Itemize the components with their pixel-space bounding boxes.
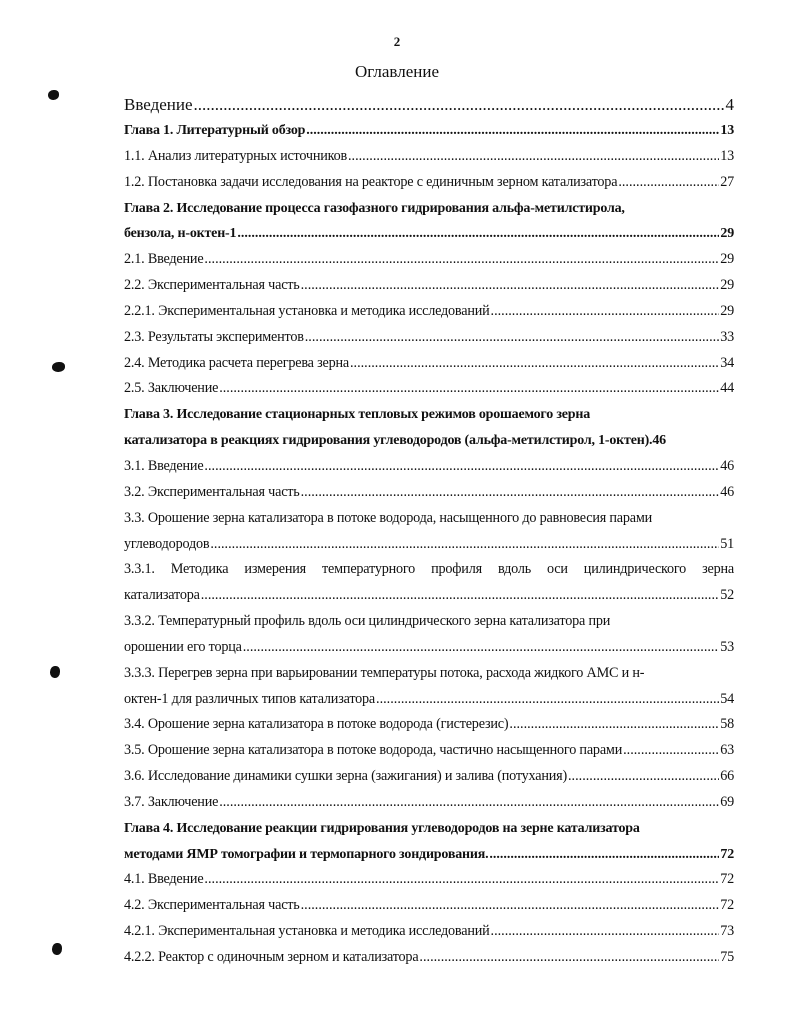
toc-entry-title: Введение xyxy=(124,95,193,114)
toc-entry[interactable] xyxy=(124,687,734,713)
toc-page-number: 13 xyxy=(720,147,734,164)
toc-entry-title: 3.3. Орошение зерна катализатора в потоке водорода, насыщенного до равновесия парами xyxy=(124,509,653,526)
toc-entry[interactable] xyxy=(124,170,734,196)
dot-leader xyxy=(301,480,720,506)
toc-page-number: 66 xyxy=(720,768,734,785)
dot-leader xyxy=(237,221,719,247)
toc-entry-title: 2.4. Методика расчета перегрева зерна xyxy=(124,354,349,371)
dot-leader xyxy=(491,919,720,945)
toc-entry-title: 1.1. Анализ литературных источников xyxy=(124,147,347,164)
toc-entry[interactable] xyxy=(124,402,734,428)
toc-entry-title: 2.1. Введение xyxy=(124,251,204,268)
toc-page-number: 29 xyxy=(720,226,734,242)
toc-page-number: 13 xyxy=(720,123,734,138)
scan-punch-mark xyxy=(48,90,59,100)
toc-page-number: 33 xyxy=(720,328,734,345)
toc-page-number: 52 xyxy=(720,587,734,604)
toc-entry[interactable] xyxy=(124,893,734,919)
dot-leader xyxy=(301,893,720,919)
toc-page-number: 4 xyxy=(725,95,734,114)
dot-leader xyxy=(489,842,719,868)
toc-entry-title: методами ЯМР томографии и термопарного зондирования. xyxy=(124,846,489,862)
dot-leader xyxy=(419,945,719,971)
toc-page-number: 29 xyxy=(720,251,734,268)
toc-entry-title: 3.5. Орошение зерна катализатора в потоке водорода, частично насыщенного парами xyxy=(124,742,623,759)
dot-leader xyxy=(219,376,719,402)
toc-entry-title: Глава 2. Исследование процесса газофазного гидрирования альфа-метилстирола, xyxy=(124,200,625,216)
toc-entry[interactable] xyxy=(124,91,734,118)
toc-page-number: 73 xyxy=(720,923,734,940)
toc-entry[interactable] xyxy=(124,532,734,558)
table-of-contents xyxy=(124,91,734,971)
dot-leader xyxy=(204,247,719,273)
toc-page-number: 53 xyxy=(720,638,734,655)
dot-leader xyxy=(348,144,719,170)
toc-entry[interactable] xyxy=(124,867,734,893)
toc-entry-title: углеводородов xyxy=(124,535,210,552)
toc-page-number: 54 xyxy=(720,690,734,707)
toc-entry-title: 3.1. Введение xyxy=(124,457,204,474)
toc-page-number: 75 xyxy=(720,949,734,965)
toc-entry-title: Глава 3. Исследование стационарных тепловых режимов орошаемого зерна xyxy=(124,407,591,423)
toc-entry-title: 2.3. Результаты экспериментов xyxy=(124,328,304,345)
toc-entry-title: 4.2.1. Экспериментальная установка и методика исследований xyxy=(124,923,490,940)
dot-leader xyxy=(301,273,720,299)
dot-leader xyxy=(201,583,719,609)
toc-entry[interactable] xyxy=(124,816,734,842)
toc-entry[interactable] xyxy=(124,557,734,583)
dot-leader xyxy=(623,738,719,764)
page-number: 2 xyxy=(393,34,401,49)
toc-entry[interactable] xyxy=(124,919,734,945)
toc-entry-title: бензола, н-октен-1 xyxy=(124,226,237,242)
toc-entry[interactable] xyxy=(124,790,734,816)
scan-punch-mark xyxy=(52,943,62,955)
dot-leader xyxy=(204,454,719,480)
toc-entry[interactable] xyxy=(124,221,734,247)
toc-title: Оглавление xyxy=(355,62,439,81)
toc-entry[interactable] xyxy=(124,842,734,868)
dot-leader xyxy=(376,687,719,713)
toc-entry[interactable] xyxy=(124,376,734,402)
toc-entry-title: орошении его торца xyxy=(124,638,242,655)
toc-entry[interactable] xyxy=(124,583,734,609)
toc-entry-title: 1.2. Постановка задачи исследования на реакторе с единичным зерном катализатора xyxy=(124,173,618,190)
dot-leader xyxy=(306,118,719,144)
dot-leader xyxy=(219,790,719,816)
toc-entry[interactable] xyxy=(124,661,734,687)
toc-entry[interactable] xyxy=(124,454,734,480)
toc-entry[interactable] xyxy=(124,299,734,325)
toc-entry-title: Глава 4. Исследование реакции гидрирования углеводородов на зерне катализатора xyxy=(124,820,640,836)
toc-entry-title: 4.2.2. Реактор с одиночным зерном и катализатора xyxy=(124,949,419,965)
toc-entry-title: октен-1 для различных типов катализатора xyxy=(124,690,376,707)
toc-entry[interactable] xyxy=(124,273,734,299)
toc-page-number: 63 xyxy=(720,742,734,759)
toc-page-number: 34 xyxy=(720,354,734,371)
toc-entry[interactable] xyxy=(124,480,734,506)
dot-leader xyxy=(618,170,719,196)
toc-page-number: 72 xyxy=(720,897,734,914)
toc-entry[interactable] xyxy=(124,325,734,351)
toc-entry[interactable] xyxy=(124,351,734,377)
toc-entry-title: 2.2.1. Экспериментальная установка и методика исследований xyxy=(124,302,490,319)
dot-leader xyxy=(243,635,719,661)
toc-entry-title: 3.6. Исследование динамики сушки зерна (зажигания) и залива (потухания) xyxy=(124,768,567,785)
toc-entry[interactable] xyxy=(124,945,734,971)
dot-leader xyxy=(350,351,719,377)
toc-entry-title: катализатора в реакциях гидрирования углеводородов (альфа-метилстирол, 1-октен). xyxy=(124,433,653,449)
toc-entry-title: 3.3.2. Температурный профиль вдоль оси цилиндрического зерна катализатора при xyxy=(124,613,611,630)
dot-leader xyxy=(194,91,725,118)
toc-entry[interactable] xyxy=(124,635,734,661)
toc-entry-title: 4.1. Введение xyxy=(124,871,204,888)
dot-leader xyxy=(509,712,719,738)
toc-entry[interactable] xyxy=(124,712,734,738)
toc-entry-title: 3.3.1. Методика измерения температурного профиля вдоль оси цилиндрического зерна xyxy=(124,561,734,578)
toc-page-number: 72 xyxy=(720,871,734,888)
toc-entry-title: 2.2. Экспериментальная часть xyxy=(124,277,300,294)
toc-entry-title: 4.2. Экспериментальная часть xyxy=(124,897,300,914)
toc-entry[interactable] xyxy=(124,738,734,764)
dot-leader xyxy=(305,325,719,351)
toc-page-number: 69 xyxy=(720,793,734,810)
toc-page-number: 29 xyxy=(720,277,734,294)
toc-page-number: 58 xyxy=(720,716,734,733)
toc-entry[interactable] xyxy=(124,196,734,222)
toc-page-number: 46 xyxy=(652,433,666,449)
dot-leader xyxy=(210,532,719,558)
toc-page-number: 29 xyxy=(720,302,734,319)
toc-entry[interactable] xyxy=(124,144,734,170)
toc-entry[interactable] xyxy=(124,118,734,144)
toc-page-number: 51 xyxy=(720,535,734,552)
toc-entry-title: 2.5. Заключение xyxy=(124,380,219,397)
toc-entry[interactable] xyxy=(124,428,734,454)
toc-entry[interactable] xyxy=(124,764,734,790)
toc-entry[interactable] xyxy=(124,247,734,273)
dot-leader xyxy=(491,299,720,325)
dot-leader xyxy=(568,764,719,790)
toc-entry-title: 3.7. Заключение xyxy=(124,793,219,810)
scan-punch-mark xyxy=(52,362,65,372)
toc-page-number: 46 xyxy=(720,457,734,474)
toc-page-number: 72 xyxy=(720,846,734,862)
toc-entry[interactable] xyxy=(124,609,734,635)
toc-entry-title: 3.2. Экспериментальная часть xyxy=(124,483,300,500)
dot-leader xyxy=(204,867,719,893)
toc-entry-title: 3.3.3. Перегрев зерна при варьировании температуры потока, расхода жидкого АМС и н- xyxy=(124,664,645,681)
toc-entry[interactable] xyxy=(124,506,734,532)
scan-punch-mark xyxy=(50,666,60,678)
toc-page-number: 46 xyxy=(720,483,734,500)
toc-entry-title: Глава 1. Литературный обзор xyxy=(124,123,306,138)
toc-entry-title: 3.4. Орошение зерна катализатора в потоке водорода (гистерезис) xyxy=(124,716,509,733)
toc-page-number: 27 xyxy=(720,173,734,190)
toc-entry-title: катализатора xyxy=(124,587,200,604)
toc-page-number: 44 xyxy=(720,380,734,397)
